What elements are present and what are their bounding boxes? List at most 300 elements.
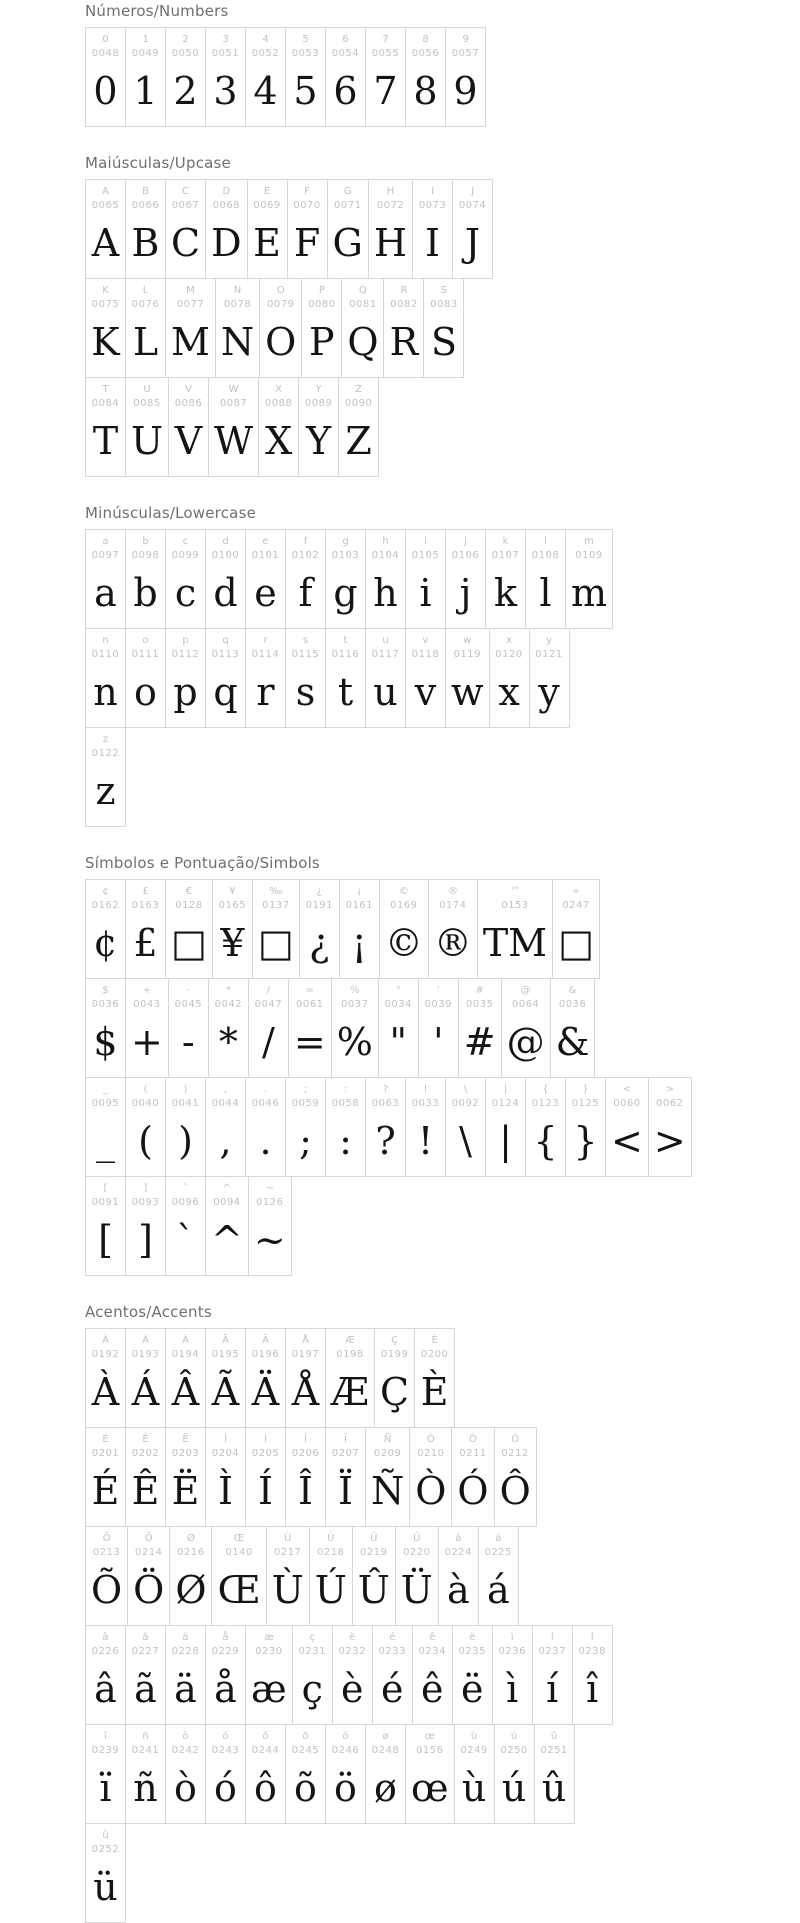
glyph-small-label: q <box>222 635 229 646</box>
glyph-code: 0033 <box>411 1098 440 1109</box>
glyph-small-label: å <box>222 1632 229 1643</box>
glyph-small-label: Â <box>182 1335 189 1346</box>
glyph-cell <box>266 1527 309 1625</box>
glyph-code: 0089 <box>304 398 333 409</box>
glyph-code: 0227 <box>131 1646 160 1657</box>
glyph-preview: 5 <box>293 69 318 113</box>
glyph-cell <box>205 1329 245 1427</box>
glyph-small-label: Á <box>142 1335 149 1346</box>
glyph-small-label: ö <box>342 1731 349 1742</box>
glyph-cell <box>454 1725 494 1823</box>
glyph-code: 0093 <box>131 1197 160 1208</box>
glyph-code: 0083 <box>430 299 458 310</box>
glyph-code: 0104 <box>371 550 400 561</box>
glyph-cell <box>445 629 489 727</box>
glyph-code: 0250 <box>500 1745 528 1756</box>
glyph-preview: } <box>573 1119 598 1163</box>
glyph-preview: à <box>446 1568 470 1612</box>
glyph-cell <box>299 880 339 978</box>
glyph-section <box>85 2 800 127</box>
glyph-preview: ó <box>214 1766 237 1810</box>
glyph-cell <box>374 1329 414 1427</box>
glyph-cell <box>127 1527 169 1625</box>
glyph-code: 0225 <box>484 1547 513 1558</box>
glyph-small-label: ¢ <box>102 886 109 897</box>
glyph-small-label: © <box>398 886 409 897</box>
glyph-small-label: ú <box>510 1731 518 1742</box>
glyph-cell <box>285 1078 325 1176</box>
glyph-cell <box>165 1078 205 1176</box>
glyph-section <box>85 504 800 827</box>
glyph-code: 0111 <box>131 649 160 660</box>
glyph-small-label: £ <box>142 886 149 897</box>
glyph-cell <box>489 629 529 727</box>
glyph-cell <box>428 880 477 978</box>
glyph-code: 0065 <box>91 200 120 211</box>
glyph-small-label: I <box>431 186 435 197</box>
glyph-small-label: / <box>266 985 271 996</box>
glyph-small-label: G <box>343 186 352 197</box>
glyph-code: 0235 <box>458 1646 486 1657</box>
glyph-preview: G <box>332 221 363 265</box>
glyph-cell <box>125 880 165 978</box>
glyph-preview: | <box>499 1119 512 1163</box>
glyph-small-label: Í <box>264 1434 267 1445</box>
glyph-preview: œ <box>411 1766 449 1810</box>
glyph-preview: ì <box>506 1667 519 1711</box>
glyph-small-label: s <box>302 635 309 646</box>
glyph-code: 0245 <box>291 1745 320 1756</box>
glyph-small-label: œ <box>424 1731 435 1742</box>
glyph-small-label: Ç <box>391 1335 399 1346</box>
glyph-small-label: p <box>182 635 189 646</box>
glyph-code: 0163 <box>131 900 160 911</box>
glyph-preview: Ì <box>217 1469 233 1513</box>
glyph-code: 0198 <box>336 1349 364 1360</box>
glyph-preview: b <box>133 571 158 615</box>
glyph-small-label: V <box>185 384 192 395</box>
glyph-cell <box>445 530 485 628</box>
glyph-code: 0238 <box>578 1646 606 1657</box>
glyph-small-label: U <box>143 384 151 395</box>
glyph-cell <box>165 28 205 126</box>
glyph-cell <box>405 530 445 628</box>
glyph-code: 0201 <box>91 1448 120 1459</box>
glyph-cell <box>445 1078 485 1176</box>
glyph-preview: Ñ <box>371 1469 405 1513</box>
glyph-cell <box>169 1527 211 1625</box>
glyph-preview: D <box>211 221 242 265</box>
glyph-small-label: d <box>222 536 229 547</box>
glyph-code: 0192 <box>91 1349 120 1360</box>
glyph-code: 0036 <box>91 999 120 1010</box>
glyph-preview: * <box>218 1020 238 1064</box>
glyph-small-label: v <box>422 635 429 646</box>
glyph-cell <box>332 1626 372 1724</box>
glyph-preview: / <box>261 1020 275 1064</box>
glyph-preview: ? <box>375 1119 396 1163</box>
glyph-small-label: 1 <box>142 34 149 45</box>
glyph-small-label: 3 <box>222 34 229 45</box>
glyph-cell <box>452 180 492 278</box>
glyph-small-label: Ï <box>344 1434 347 1445</box>
glyph-code: 0069 <box>253 200 281 211</box>
glyph-row <box>85 1625 613 1725</box>
glyph-cell <box>445 28 485 126</box>
glyph-cell <box>379 880 428 978</box>
glyph-preview: - <box>181 1020 195 1064</box>
glyph-code: 0106 <box>451 550 480 561</box>
glyph-cell <box>525 1078 565 1176</box>
glyph-code: 0079 <box>267 299 295 310</box>
glyph-code: 0068 <box>212 200 241 211</box>
glyph-cell <box>125 1725 165 1823</box>
glyph-preview: e <box>254 571 277 615</box>
glyph-small-label: ™ <box>509 886 520 897</box>
glyph-code: 0153 <box>501 900 529 911</box>
glyph-cell <box>245 629 285 727</box>
glyph-small-label: á <box>495 1533 502 1544</box>
glyph-code: 0232 <box>338 1646 366 1657</box>
glyph-cell <box>165 1725 205 1823</box>
glyph-cell <box>205 28 245 126</box>
glyph-preview: N <box>220 320 255 364</box>
glyph-small-label: \ <box>463 1084 468 1095</box>
glyph-code: 0035 <box>465 999 494 1010</box>
glyph-code: 0218 <box>317 1547 345 1558</box>
glyph-small-label: 5 <box>302 34 309 45</box>
glyph-cell <box>125 1329 165 1427</box>
glyph-small-label: 4 <box>262 34 269 45</box>
glyph-small-label: J <box>471 186 475 197</box>
glyph-cell <box>86 1329 125 1427</box>
glyph-preview: O <box>265 320 297 364</box>
glyph-cell <box>325 1725 365 1823</box>
glyph-small-label: Õ <box>102 1533 111 1544</box>
glyph-cell <box>285 28 325 126</box>
glyph-code: 0080 <box>308 299 336 310</box>
glyph-preview: L <box>132 320 159 364</box>
glyph-preview: Ë <box>171 1469 200 1513</box>
glyph-preview: , <box>219 1119 232 1163</box>
glyph-code: 0117 <box>371 649 400 660</box>
glyph-small-label: 7 <box>382 34 389 45</box>
glyph-small-label: m <box>584 536 594 547</box>
glyph-preview: o <box>134 670 157 714</box>
glyph-code: 0090 <box>344 398 373 409</box>
glyph-preview: y <box>538 670 560 714</box>
glyph-cell <box>341 279 383 377</box>
glyph-code: 0230 <box>255 1646 283 1657</box>
glyph-code: 0094 <box>213 1197 241 1208</box>
glyph-code: 0095 <box>91 1098 120 1109</box>
glyph-preview: T <box>92 419 119 463</box>
glyph-preview: < <box>611 1119 643 1163</box>
glyph-cell <box>86 728 125 826</box>
glyph-preview: Ô <box>499 1469 531 1513</box>
glyph-cell <box>125 378 168 476</box>
glyph-cell <box>125 979 168 1077</box>
glyph-preview: □ <box>257 921 294 965</box>
glyph-preview: R <box>389 320 419 364</box>
glyph-preview: j <box>459 571 472 615</box>
glyph-small-label: @ <box>520 985 531 996</box>
glyph-code: 0044 <box>211 1098 240 1109</box>
glyph-small-label: ) <box>183 1084 188 1095</box>
glyph-preview: J <box>464 221 481 265</box>
glyph-small-label: ; <box>303 1084 308 1095</box>
glyph-code: 0226 <box>91 1646 120 1657</box>
glyph-small-label: R <box>400 285 408 296</box>
glyph-code: 0128 <box>175 900 203 911</box>
glyph-row <box>85 529 613 629</box>
glyph-cell <box>485 1078 525 1176</box>
glyph-code: 0092 <box>451 1098 480 1109</box>
glyph-cell <box>285 530 325 628</box>
glyph-preview: © <box>384 921 423 965</box>
glyph-cell <box>205 1626 245 1724</box>
glyph-code: 0165 <box>218 900 247 911</box>
glyph-cell <box>352 1527 395 1625</box>
glyph-code: 0110 <box>91 649 120 660</box>
glyph-cell <box>565 1078 605 1176</box>
glyph-small-label: ò <box>182 1731 189 1742</box>
glyph-cell <box>338 378 378 476</box>
glyph-cell <box>365 28 405 126</box>
glyph-preview: u <box>373 670 398 714</box>
glyph-preview: M <box>171 320 210 364</box>
glyph-cell <box>212 880 252 978</box>
glyph-small-label: > <box>665 1084 674 1095</box>
glyph-preview: õ <box>294 1766 317 1810</box>
glyph-small-label: & <box>568 985 577 996</box>
glyph-cell <box>125 1428 165 1526</box>
glyph-small-label: : <box>343 1084 348 1095</box>
glyph-preview: & <box>555 1020 590 1064</box>
glyph-preview: A <box>91 221 120 265</box>
glyph-small-label: Ê <box>142 1434 149 1445</box>
glyph-preview: î <box>586 1667 599 1711</box>
glyph-cell <box>485 530 525 628</box>
glyph-preview: l <box>539 571 552 615</box>
glyph-code: 0034 <box>384 999 413 1010</box>
glyph-small-label: { <box>542 1084 549 1095</box>
glyph-code: 0224 <box>444 1547 473 1558</box>
glyph-small-label: à <box>455 1533 462 1544</box>
glyph-preview: Õ <box>91 1568 123 1612</box>
glyph-small-label: e <box>262 536 269 547</box>
glyph-code: 0169 <box>390 900 418 911</box>
glyph-small-label: Œ <box>233 1533 245 1544</box>
glyph-preview: ¡ <box>351 921 367 965</box>
glyph-row <box>85 727 126 827</box>
glyph-cell <box>247 180 287 278</box>
glyph-small-label: û <box>550 1731 558 1742</box>
glyph-code: 0049 <box>131 48 160 59</box>
glyph-preview: n <box>93 670 118 714</box>
glyph-code: 0124 <box>491 1098 520 1109</box>
glyph-preview: p <box>173 670 198 714</box>
glyph-code: 0126 <box>256 1197 284 1208</box>
glyph-code: 0202 <box>131 1448 160 1459</box>
glyph-cell <box>412 180 452 278</box>
glyph-preview: C <box>171 221 201 265</box>
glyph-small-label: F <box>304 186 310 197</box>
glyph-small-label: ® <box>447 886 458 897</box>
glyph-cell <box>125 28 165 126</box>
glyph-small-label: } <box>582 1084 589 1095</box>
glyph-code: 0086 <box>174 398 203 409</box>
glyph-cell <box>365 530 405 628</box>
glyph-preview: V <box>174 419 203 463</box>
glyph-code: 0120 <box>495 649 523 660</box>
glyph-code: 0241 <box>131 1745 160 1756</box>
glyph-cell <box>550 979 595 1077</box>
glyph-preview: Î <box>297 1469 313 1513</box>
glyph-cell <box>405 629 445 727</box>
glyph-small-label: Î <box>304 1434 307 1445</box>
glyph-code: 0060 <box>613 1098 641 1109</box>
glyph-preview: r <box>256 670 275 714</box>
glyph-cell <box>285 1725 325 1823</box>
section-title: Números/Numbers <box>85 2 229 20</box>
glyph-preview: i <box>419 571 432 615</box>
glyph-cell <box>285 1428 325 1526</box>
glyph-code: 0115 <box>291 649 320 660</box>
glyph-small-label: % <box>349 985 360 996</box>
glyph-small-label: Ä <box>262 1335 269 1346</box>
glyph-cell <box>395 1527 438 1625</box>
glyph-preview: 6 <box>333 69 358 113</box>
glyph-cell <box>325 28 365 126</box>
glyph-cell <box>86 1626 125 1724</box>
glyph-small-label: â <box>102 1632 109 1643</box>
glyph-code: 0098 <box>131 550 160 561</box>
glyph-small-label: a <box>102 536 109 547</box>
glyph-code: 0070 <box>293 200 321 211</box>
glyph-preview: { <box>533 1119 558 1163</box>
glyph-preview: Ö <box>133 1568 165 1612</box>
glyph-preview: I <box>425 221 441 265</box>
glyph-code: 0056 <box>411 48 440 59</box>
glyph-cell <box>327 180 368 278</box>
glyph-code: 0054 <box>331 48 360 59</box>
glyph-code: 0052 <box>251 48 280 59</box>
glyph-preview: É <box>91 1469 120 1513</box>
glyph-cell <box>405 1725 454 1823</box>
glyph-cell <box>372 1626 412 1724</box>
glyph-small-label: ` <box>183 1183 188 1194</box>
glyph-preview: ^ <box>211 1218 243 1262</box>
glyph-code: 0108 <box>531 550 560 561</box>
glyph-small-label: l <box>544 536 547 547</box>
glyph-cell <box>245 1428 285 1526</box>
glyph-preview: ; <box>299 1119 312 1163</box>
glyph-small-label: ] <box>143 1183 148 1194</box>
glyph-small-label: ! <box>423 1084 428 1095</box>
glyph-code: 0242 <box>171 1745 200 1756</box>
glyph-cell <box>245 1329 285 1427</box>
glyph-preview: k <box>493 571 518 615</box>
glyph-preview: ¢ <box>93 921 118 965</box>
glyph-preview: Y <box>306 419 332 463</box>
glyph-cell <box>245 1078 285 1176</box>
glyph-preview: 2 <box>173 69 198 113</box>
glyph-preview: ú <box>501 1766 527 1810</box>
glyph-small-label: n <box>102 635 109 646</box>
glyph-cell <box>205 530 245 628</box>
glyph-small-label: X <box>275 384 283 395</box>
glyph-preview: ' <box>433 1020 444 1064</box>
glyph-small-label: T <box>102 384 109 395</box>
glyph-code: 0231 <box>298 1646 326 1657</box>
glyph-row <box>85 1328 455 1428</box>
glyph-cell <box>86 180 125 278</box>
glyph-small-label: k <box>502 536 509 547</box>
glyph-small-label: . <box>263 1084 268 1095</box>
glyph-cell <box>205 1078 245 1176</box>
glyph-code: 0214 <box>135 1547 163 1558</box>
glyph-preview: û <box>541 1766 567 1810</box>
glyph-preview: Ç <box>380 1370 410 1414</box>
glyph-preview: 7 <box>373 69 398 113</box>
glyph-small-label: ã <box>142 1632 149 1643</box>
glyph-code: 0121 <box>535 649 563 660</box>
glyph-code: 0082 <box>390 299 418 310</box>
glyph-cell <box>259 279 301 377</box>
glyph-small-label: Ö <box>144 1533 153 1544</box>
glyph-code: 0237 <box>538 1646 566 1657</box>
glyph-small-label: t <box>343 635 348 646</box>
glyph-cell <box>529 629 569 727</box>
glyph-preview: W <box>214 419 254 463</box>
glyph-code: 0210 <box>417 1448 445 1459</box>
glyph-preview: t <box>337 670 354 714</box>
glyph-code: 0091 <box>91 1197 120 1208</box>
glyph-code: 0102 <box>291 550 320 561</box>
glyph-code: 0229 <box>211 1646 240 1657</box>
glyph-preview: æ <box>251 1667 287 1711</box>
glyph-preview: s <box>295 670 316 714</box>
glyph-preview: Í <box>257 1469 273 1513</box>
glyph-preview: 8 <box>413 69 438 113</box>
glyph-code: 0087 <box>219 398 248 409</box>
glyph-code: 0039 <box>424 999 453 1010</box>
glyph-preview: í <box>546 1667 559 1711</box>
glyph-row <box>85 1427 537 1527</box>
glyph-preview: x <box>498 670 520 714</box>
glyph-small-label: Z <box>355 384 363 395</box>
glyph-preview: ñ <box>133 1766 158 1810</box>
glyph-preview: Ê <box>131 1469 160 1513</box>
glyph-row <box>85 179 493 279</box>
glyph-code: 0103 <box>331 550 360 561</box>
glyph-code: 0249 <box>460 1745 488 1756</box>
glyph-small-label: Ô <box>511 1434 520 1445</box>
glyph-row <box>85 27 486 127</box>
glyph-preview: K <box>91 320 120 364</box>
glyph-code: 0217 <box>273 1547 302 1558</box>
glyph-cell <box>405 1078 445 1176</box>
glyph-preview: 0 <box>93 69 118 113</box>
glyph-cell <box>452 1626 492 1724</box>
glyph-small-label: € <box>185 886 193 897</box>
glyph-cell <box>285 629 325 727</box>
glyph-code: 0205 <box>251 1448 280 1459</box>
glyph-cell <box>298 378 338 476</box>
glyph-preview: Å <box>291 1370 320 1414</box>
glyph-code: 0081 <box>349 299 377 310</box>
